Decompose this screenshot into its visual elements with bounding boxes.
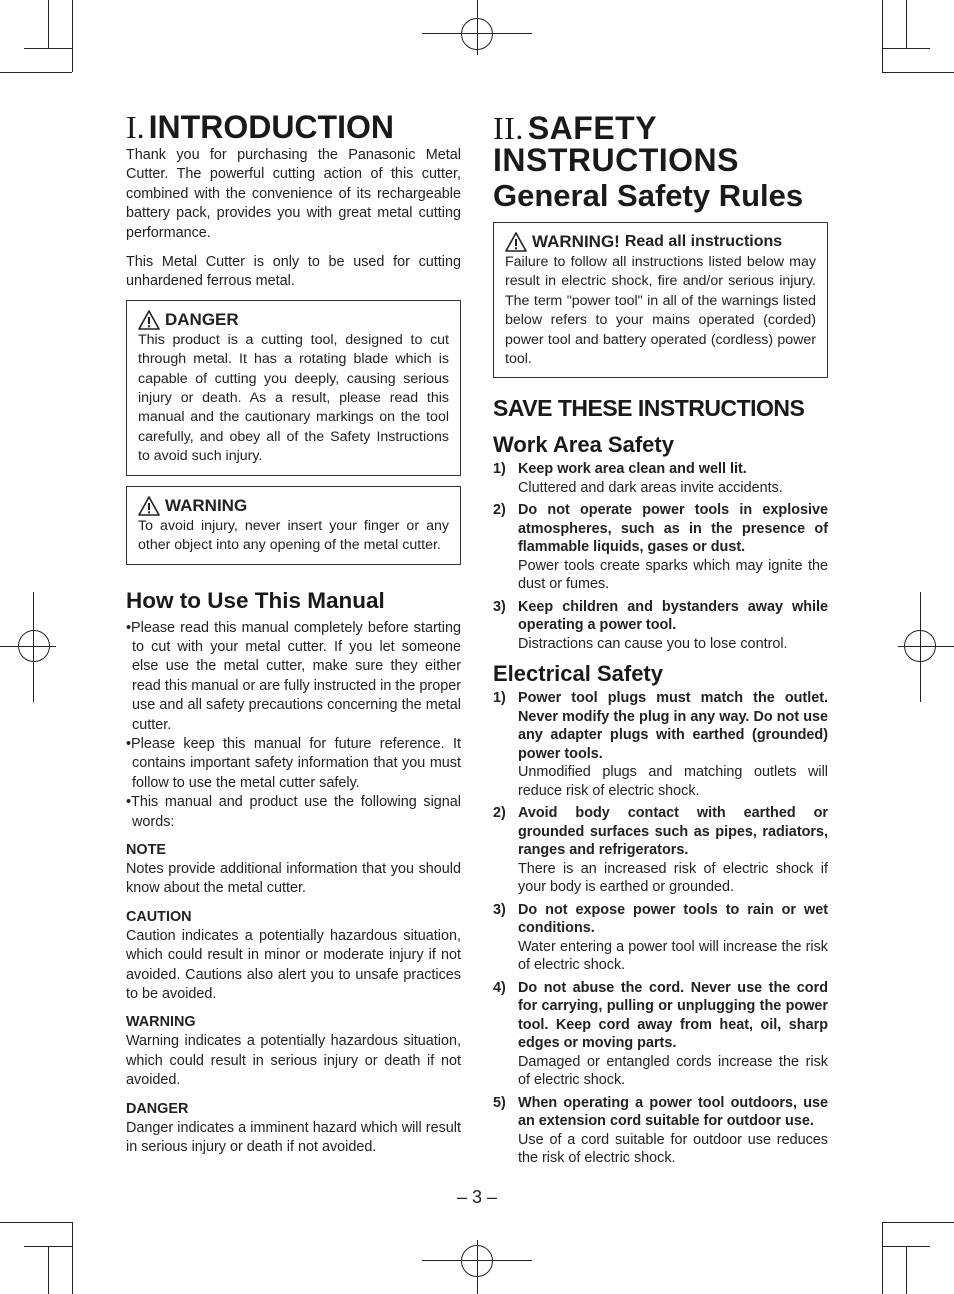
signal-text-danger: Danger indicates a imminent hazard which will result in serious injury or death if not avoided. <box>126 1119 461 1156</box>
list-item: 2) Do not operate power tools in explosive atmospheres, such as in the presence of flammable liquids, gases or dust. Power tools create sparks which may ignite the dust or fumes. <box>493 502 828 593</box>
warning-triangle-icon <box>138 496 160 516</box>
list-item: 5) When operating a power tool outdoors, use an extension cord suitable for outdoor use. Use of a cord suitable for outdoor use reduces the risk of electric shock. <box>493 1094 828 1167</box>
electrical-heading: Electrical Safety <box>493 661 663 687</box>
signal-label-danger: DANGER <box>126 1100 189 1117</box>
work-area-list <box>493 460 828 653</box>
read-instructions-title: WARNING! Read all instructions <box>505 231 816 253</box>
warning-box <box>126 486 461 565</box>
right-column <box>493 112 828 1172</box>
save-instructions-heading: SAVE THESE INSTRUCTIONS <box>493 395 805 422</box>
warning-triangle-icon <box>138 310 160 330</box>
intro-heading: I. INTRODUCTION <box>126 109 394 145</box>
general-safety-heading: General Safety Rules <box>493 178 804 213</box>
signal-label-warning: WARNING <box>126 1014 196 1031</box>
left-column <box>126 108 461 1157</box>
read-instructions-text: Failure to follow all instructions listed below may result in electric shock, fire and/or serious injury. The term "power tool" in all of the warnings listed below refers to your mains operated (corded) power tool and battery operated (cordless) power tool. <box>505 254 816 368</box>
danger-box <box>126 300 461 476</box>
warning-box-title: WARNING <box>138 495 449 517</box>
signal-label-note: NOTE <box>126 841 166 858</box>
page-number: – 3 – <box>456 1187 498 1207</box>
warning-box-text: To avoid injury, never insert your finger or any other object into any opening of the metal cutter. <box>138 517 449 554</box>
work-area-heading: Work Area Safety <box>493 432 674 458</box>
list-item: •This manual and product use the following signal words: <box>126 794 461 830</box>
manual-bullets <box>126 619 461 832</box>
list-item: 1) Power tool plugs must match the outlet. Never modify the plug in any way. Do not use any adapter plugs with earthed (grounded) power tools. Unmodified plugs and matching outlets will reduce risk of electric shock. <box>493 690 828 799</box>
list-item: 3) Do not expose power tools to rain or wet conditions. Water entering a power tool will increase the risk of electric shock. <box>493 901 828 974</box>
signal-text-warning: Warning indicates a potentially hazardous situation, which could result in serious injury or death if not avoided. <box>126 1033 461 1089</box>
list-item: 3) Keep children and bystanders away while operating a power tool. Distractions can cause you to lose control. <box>493 598 828 652</box>
read-instructions-warning-box <box>493 222 828 378</box>
intro-paragraph-1: Thank you for purchasing the Panasonic Metal Cutter. The powerful cutting action of this cutter, combined with the convenience of its rechargeable battery pack, provides you with great metal cutting performance. <box>126 147 461 241</box>
list-item: •Please read this manual completely before starting to cut with your metal cutter. If you let someone else use the metal cutter, make sure they either read this manual or are fully instructed in the proper use and all safety precautions concerning the metal cutter. <box>126 619 461 733</box>
electrical-list <box>493 689 828 1168</box>
safety-heading: II. SAFETY INSTRUCTIONS <box>493 110 739 178</box>
list-item: 2) Avoid body contact with earthed or grounded surfaces such as pipes, radiators, ranges and refrigerators. There is an increased risk of electric shock if your body is earthed or grounded. <box>493 805 828 896</box>
danger-box-title: DANGER <box>138 309 449 331</box>
signal-label-caution: CAUTION <box>126 908 192 925</box>
signal-text-caution: Caution indicates a potentially hazardous situation, which could result in minor or moderate injury if not avoided. Cautions also alert you to unsafe practices to be avoided. <box>126 927 461 1002</box>
intro-paragraph-2: This Metal Cutter is only to be used for cutting unhardened ferrous metal. <box>126 254 461 290</box>
danger-box-text: This product is a cutting tool, designed to cut through metal. It has a rotating blade which is capable of cutting you deeply, causing serious injury or death. As a result, please read this manual and the cautionary markings on the tool carefully, and obey all of the Safety Instructions to avoid such injury. <box>138 331 449 465</box>
warning-triangle-icon <box>505 232 527 252</box>
manual-heading: How to Use This Manual <box>126 587 385 613</box>
safety-numeral: II. <box>493 110 524 146</box>
list-item: 4) Do not abuse the cord. Never use the cord for carrying, pulling or unplugging the power tool. Keep cord away from heat, oil, sharp edges or moving parts. Damaged or entangled cords increase the risk of electric shock. <box>493 979 828 1089</box>
list-item: •Please keep this manual for future reference. It contains important safety information that you must follow to use the metal cutter safely. <box>126 735 461 791</box>
intro-numeral: I. <box>126 109 145 145</box>
list-item: 1) Keep work area clean and well lit. Cluttered and dark areas invite accidents. <box>493 461 783 496</box>
signal-text-note: Notes provide additional information that you should know about the metal cutter. <box>126 860 461 897</box>
